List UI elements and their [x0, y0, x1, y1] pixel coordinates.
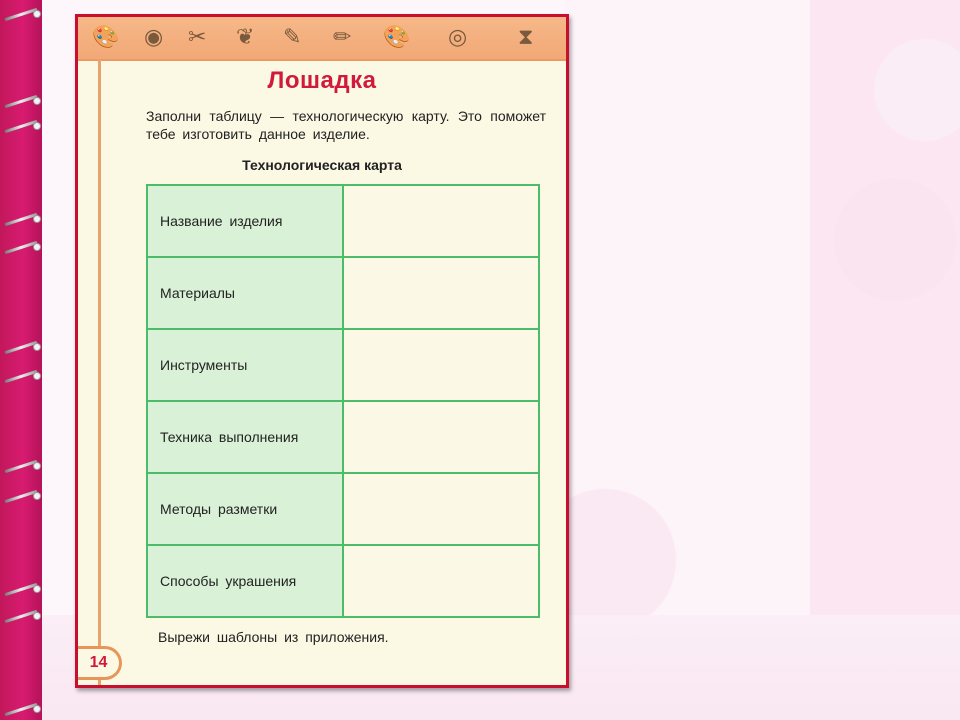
row-value-field[interactable]: [343, 185, 539, 257]
row-value-field[interactable]: [343, 329, 539, 401]
table-row: [147, 401, 539, 473]
paint-palette-icon: 🎨: [92, 24, 120, 49]
table-row: [147, 185, 539, 257]
binding-ring: [4, 372, 42, 382]
row-label: Техника выполнения: [147, 401, 343, 473]
page-title: Лошадка: [267, 67, 377, 94]
thread-spool-icon: ⧗: [518, 24, 534, 49]
binding-ring: [4, 243, 42, 253]
leaf-icon: ❦: [236, 24, 255, 49]
table-row: [147, 473, 539, 545]
row-value-field[interactable]: [343, 401, 539, 473]
binding-ring: [4, 462, 42, 472]
paint-brush-icon: ✎: [283, 24, 302, 49]
instruction-text: Заполни таблицу — технологическую карту. Это поможет тебе изготовить данное изделие.: [146, 108, 546, 142]
binding-ring: [4, 705, 42, 715]
tape-icon: ◎: [448, 24, 468, 49]
binding-ring: [4, 612, 42, 622]
pencil-icon: ✏: [333, 24, 352, 49]
table-row: [147, 257, 539, 329]
row-label: Материалы: [147, 257, 343, 329]
row-value-field[interactable]: [343, 473, 539, 545]
workbook-page: [75, 14, 569, 688]
page-number: 14: [78, 646, 122, 680]
craft-header-strip: [78, 17, 566, 61]
table-row: [147, 545, 539, 617]
row-label: Методы разметки: [147, 473, 343, 545]
binding-ring: [4, 10, 42, 20]
footer-note: Вырежи шаблоны из приложения.: [158, 629, 389, 645]
binding-ring: [4, 343, 42, 353]
spiral-binding: [0, 0, 42, 720]
background-pattern: [565, 0, 960, 720]
binding-ring: [4, 122, 42, 132]
binding-ring: [4, 585, 42, 595]
binding-ring: [4, 97, 42, 107]
binding-ring: [4, 492, 42, 502]
binding-ring: [4, 215, 42, 225]
row-value-field[interactable]: [343, 257, 539, 329]
row-label: Инструменты: [147, 329, 343, 401]
scissors-icon: ✂: [188, 24, 207, 49]
row-label: Название изделия: [147, 185, 343, 257]
page-margin-line: [98, 59, 101, 688]
paint-palette-icon: 🎨: [383, 24, 411, 49]
row-value-field[interactable]: [343, 545, 539, 617]
table-caption: Технологическая карта: [242, 157, 402, 173]
technology-map-table: [146, 184, 540, 618]
row-label: Способы украшения: [147, 545, 343, 617]
table-row: [147, 329, 539, 401]
button-icon: ◉: [144, 24, 164, 49]
